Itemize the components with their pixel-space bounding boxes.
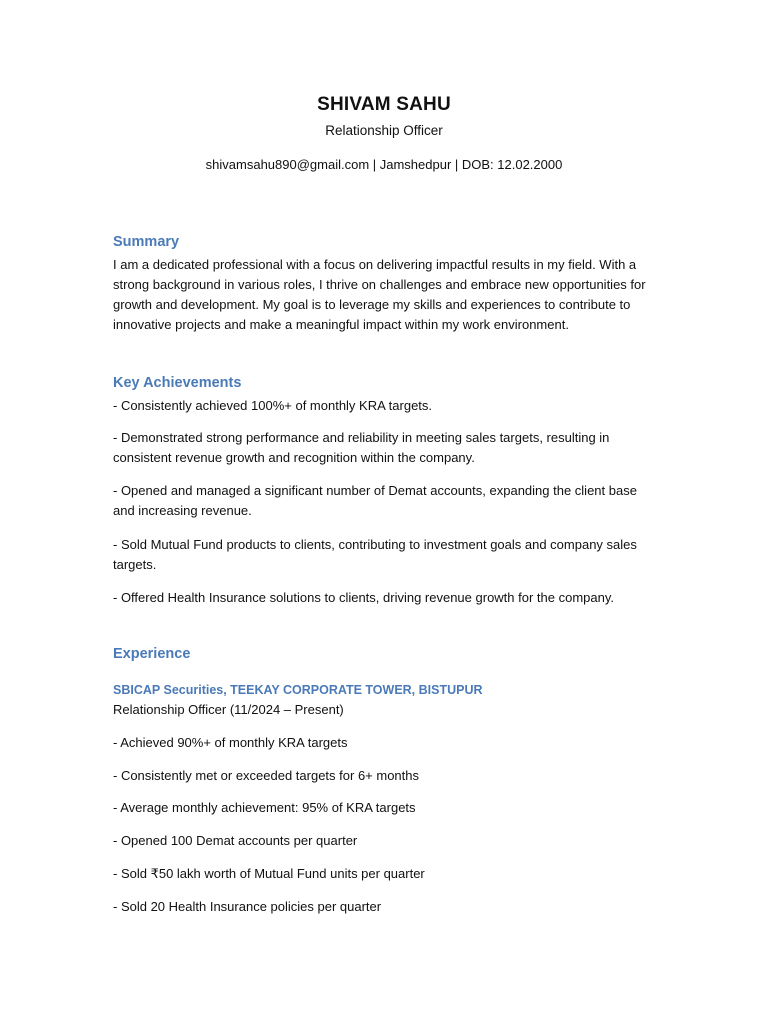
experience-item: - Opened 100 Demat accounts per quarter [113, 833, 358, 848]
experience-item: - Sold 20 Health Insurance policies per quarter [113, 899, 382, 914]
contact-line: shivamsahu890@gmail.com | Jamshedpur | DOB: 12.02.2000 [205, 157, 563, 172]
experience-item: - Consistently met or exceeded targets for 6+ months [113, 768, 420, 783]
summary-heading: Summary [113, 234, 180, 250]
candidate-name: SHIVAM SAHU [317, 94, 451, 115]
experience-item: - Achieved 90%+ of monthly KRA targets [113, 735, 348, 750]
company-name: SBICAP Securities, TEEKAY CORPORATE TOWER, BISTUPUR [113, 683, 483, 697]
experience-heading: Experience [113, 646, 191, 662]
achievement-item: - Sold Mutual Fund products to clients, contributing to investment goals and company sales targets. [113, 537, 637, 572]
achievement-item: - Consistently achieved 100%+ of monthly KRA targets. [113, 398, 433, 413]
summary-text: I am a dedicated professional with a focus on delivering impactful results in my field. With a strong background in various roles, I thrive on challenges and embrace new opportunities for growth and development. My goal is to leverage my skills and experiences to contribute to innovative projects and make a meaningful impact within my work environment. [113, 257, 646, 332]
position-title: Relationship Officer (11/2024 – Present) [113, 702, 344, 717]
experience-item: - Sold ₹50 lakh worth of Mutual Fund units per quarter [113, 866, 425, 881]
experience-item: - Average monthly achievement: 95% of KRA targets [113, 800, 416, 815]
achievements-heading: Key Achievements [113, 375, 242, 391]
achievement-item: - Demonstrated strong performance and reliability in meeting sales targets, resulting in consistent revenue growth and recognition within the company. [113, 430, 610, 465]
achievement-item: - Offered Health Insurance solutions to clients, driving revenue growth for the company. [113, 590, 615, 605]
candidate-role: Relationship Officer [325, 123, 443, 138]
achievement-item: - Opened and managed a significant number of Demat accounts, expanding the client base and increasing revenue. [113, 483, 637, 518]
